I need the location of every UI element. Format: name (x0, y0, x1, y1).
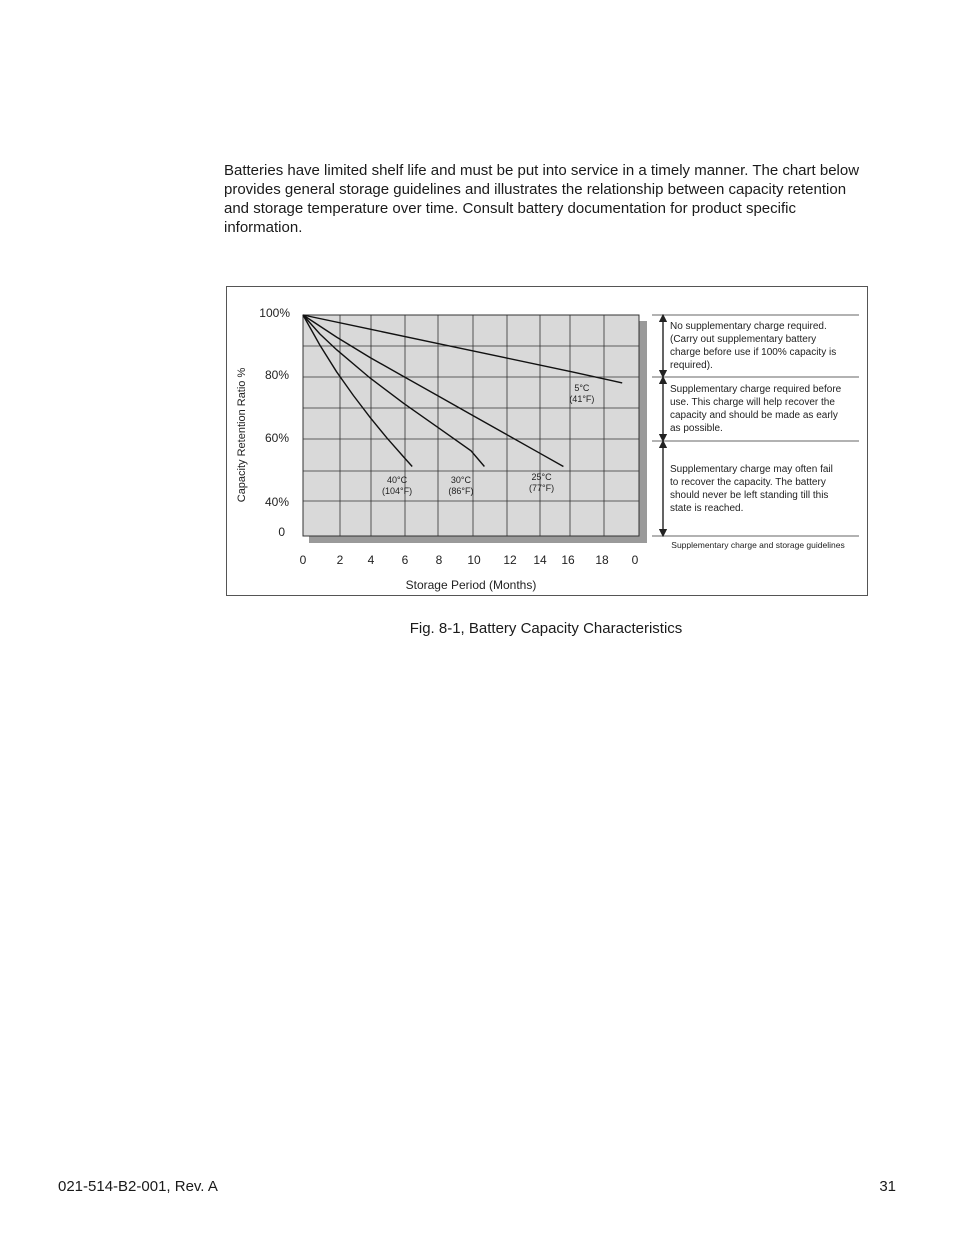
x-tick-label: 16 (561, 553, 575, 567)
series-label: 5°C (574, 383, 590, 393)
battery-capacity-figure (226, 286, 868, 596)
x-tick-label: 0 (631, 553, 639, 567)
figure-caption: Fig. 8-1, Battery Capacity Characteristics (409, 620, 683, 637)
series-label: 40°C (387, 475, 408, 485)
y-tick-label: 100% (259, 306, 290, 320)
document-id: 021-514-B2-001, Rev. A (58, 1178, 218, 1195)
guideline-text: should never be left standing till this (670, 490, 829, 501)
guideline-text: use. This charge will help recover the (670, 397, 835, 408)
x-tick-label: 8 (435, 553, 443, 567)
guideline-text: capacity and should be made as early (670, 410, 838, 421)
x-tick-label: 14 (533, 553, 547, 567)
x-tick-label: 6 (401, 553, 409, 567)
page-number: 31 (879, 1178, 896, 1195)
x-tick-label: 0 (299, 553, 307, 567)
series-label: 30°C (450, 475, 471, 485)
series-label: 25°C (531, 472, 552, 482)
series-label-fahrenheit: (41°F) (569, 394, 595, 404)
guideline-text: No supplementary charge required. (670, 321, 827, 332)
guideline-text: state is reached. (670, 503, 744, 514)
series-label-fahrenheit: (104°F) (382, 486, 413, 496)
intro-paragraph: Batteries have limited shelf life and must be put into service in a timely manner. The chart below provides general storage guidelines and illustrates the relationship between capacity retention and storage temperature over time. Consult battery documentation for product specific information. (224, 162, 860, 236)
x-axis-label: Storage Period (Months) (405, 578, 537, 592)
guideline-text: charge before use if 100% capacity is (670, 347, 837, 358)
x-tick-label: 18 (595, 553, 609, 567)
y-tick-label: 80% (264, 368, 289, 382)
x-tick-label: 2 (336, 553, 344, 567)
x-tick-label: 4 (367, 553, 375, 567)
series-label-fahrenheit: (86°F) (448, 486, 474, 496)
x-tick-label: 12 (503, 553, 517, 567)
x-tick-label: 10 (467, 553, 481, 567)
battery-capacity-chart (227, 287, 869, 597)
y-tick-label: 40% (264, 495, 289, 509)
y-tick-label: 0 (278, 525, 285, 539)
series-label-fahrenheit: (77°F) (529, 483, 555, 493)
guideline-text: as possible. (670, 423, 723, 434)
guidelines-title: Supplementary charge and storage guidelines (671, 540, 845, 550)
y-axis-label: Capacity Retention Ratio % (236, 367, 248, 503)
guideline-text: required). (670, 360, 713, 371)
guideline-text: to recover the capacity. The battery (670, 477, 826, 488)
guideline-text: (Carry out supplementary battery (670, 334, 817, 345)
guideline-text: Supplementary charge may often fail (670, 464, 833, 475)
guideline-text: Supplementary charge required before (670, 384, 842, 395)
y-tick-label: 60% (264, 431, 289, 445)
